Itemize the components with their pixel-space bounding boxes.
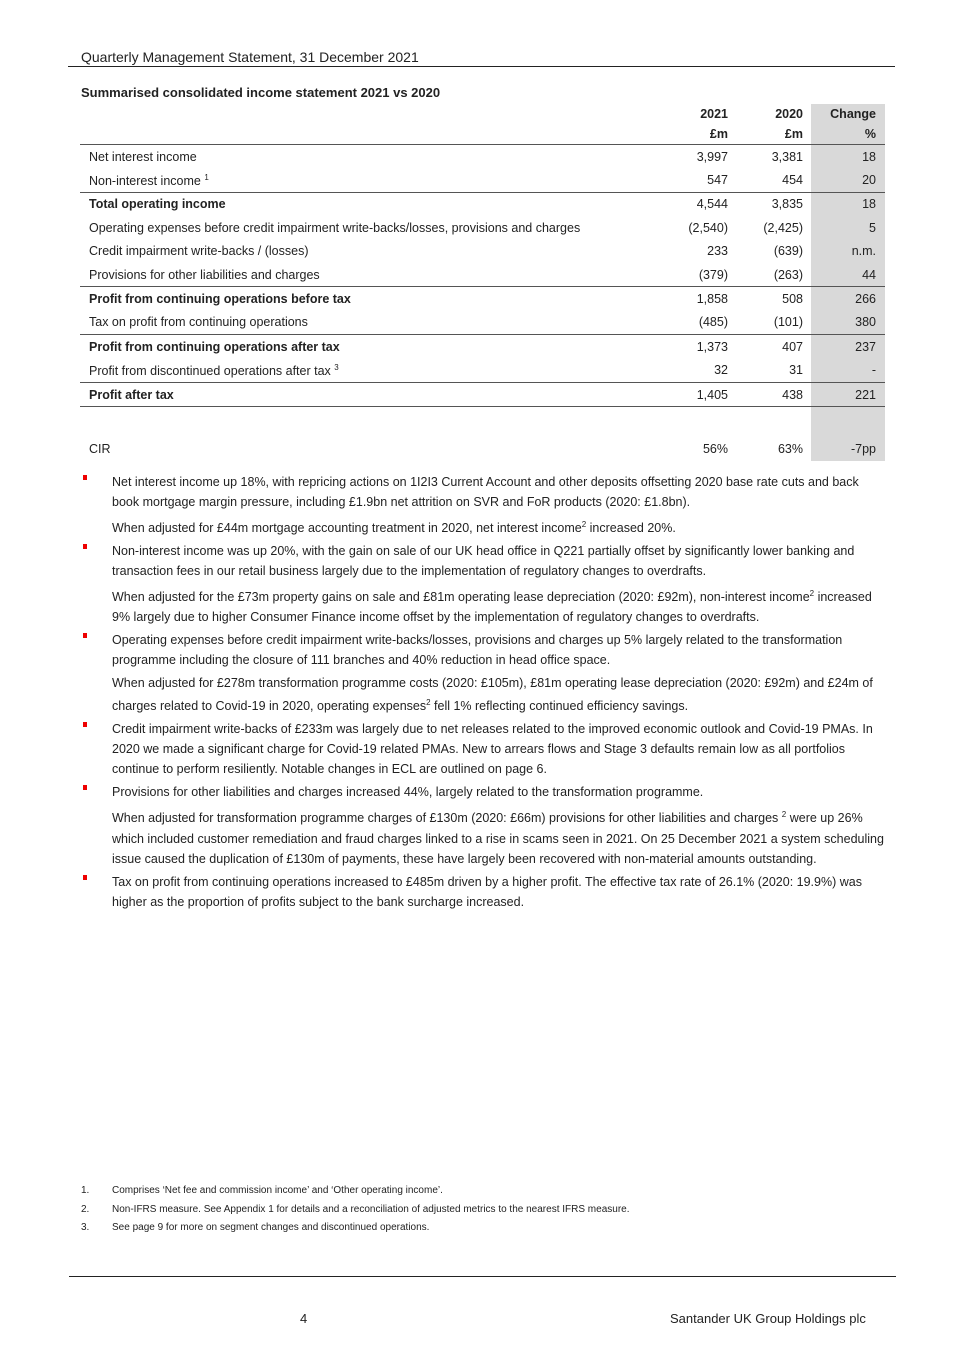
table-row	[80, 437, 885, 460]
value-2021: 1,858	[661, 287, 736, 311]
paragraph-text: Net interest income up 18%, with repricing actions on 1I2I3 Current Account and other deposits offsetting 2020 base rate cuts and back book mortgage margin pressure, including £1.9bn net attrition on SVR and FoR products (2020: £1.8bn).	[112, 475, 859, 509]
value-2021: 547	[707, 173, 728, 188]
change-percent: 266	[811, 287, 885, 311]
table-row	[80, 168, 885, 192]
paragraph-text: increased 9% largely due to higher Consumer Finance income offset by the implementation of regulatory changes to overdrafts.	[112, 590, 872, 625]
column-header: Change	[811, 104, 885, 124]
footnote-number: 2.	[81, 1203, 90, 1215]
footnote	[81, 1182, 630, 1201]
column-header: %	[811, 124, 885, 145]
row-label	[80, 311, 661, 335]
row-label-text: Credit impairment write-backs / (losses)	[89, 244, 309, 259]
footnote	[81, 1219, 630, 1238]
row-label	[80, 437, 661, 460]
row-label-text: Tax on profit from continuing operations	[89, 315, 308, 330]
value-2020: 3,381	[736, 145, 811, 169]
value-2020: 438	[736, 382, 811, 406]
paragraph-text: increased 20%.	[586, 521, 676, 536]
column-header: 2020	[775, 107, 803, 121]
bullet-paragraph	[112, 719, 887, 779]
column-header: £m	[709, 127, 728, 141]
paragraph-text: When adjusted for £278m transformation programme costs (2020: £105m), £81m operating lease depreciation (2020: £92m) and £24m of charges related to Covid-19 in 2020, operating expenses	[112, 676, 873, 714]
footnote-text: Comprises ‘Net fee and commission income’ and ‘Other operating income’.	[112, 1185, 443, 1196]
column-header: 2021	[700, 107, 728, 121]
change-percent: 221	[811, 382, 885, 406]
paragraph-text: Operating expenses before credit impairment write-backs/losses, provisions and charges up 5% largely related to the transformation programme including the closure of 111 branches and 40% reduction in head office space.	[112, 633, 843, 668]
row-label-text: Net interest income	[89, 149, 197, 164]
bullet-paragraph	[112, 630, 887, 670]
spacer	[80, 407, 661, 438]
value-2021: 4,544	[661, 192, 736, 216]
paragraph-text: Non-interest income was up 20%, with the gain on sale of our UK head office in Q221 partially offset by significantly lower banking and transaction fees in our retail business largely due to the implementation of regulatory changes to overdrafts.	[112, 544, 855, 579]
paragraph-text: Credit impairment write-backs of £233m was largely due to net releases related to the improved economic outlook and Covid-19 PMAs. In 2020 we made a significant charge for Covid-19 related PMAs. New to arrears flows and Stage 3 defaults remain low as all portfolios continue to perform resiliently. Notable changes in ECL are outlined on page 6.	[112, 722, 873, 777]
value-2021: 56%	[702, 441, 728, 456]
value-2020: (101)	[773, 315, 803, 330]
value-2020: (639)	[773, 244, 803, 259]
change-percent: 237	[811, 335, 885, 359]
row-label	[80, 382, 661, 406]
bullet-paragraph	[112, 872, 887, 912]
table-row	[80, 192, 885, 216]
change-percent: -7pp	[811, 437, 885, 460]
footnote	[81, 1201, 630, 1220]
paragraph-text: When adjusted for transformation programme charges of £130m (2020: £66m) provisions for other liabilities and charges	[112, 811, 782, 826]
spacer	[736, 407, 811, 438]
bullet-paragraph	[112, 782, 887, 802]
table-row	[80, 240, 885, 263]
document-header: Quarterly Management Statement, 31 December 2021	[81, 49, 419, 65]
value-2021: 1,373	[661, 335, 736, 359]
value-2021: (379)	[698, 267, 728, 282]
table-row	[80, 263, 885, 287]
header-blank	[80, 104, 661, 124]
footnote-ref: 2	[426, 698, 431, 708]
footnote-number: 3.	[81, 1222, 90, 1233]
row-label	[80, 359, 661, 383]
value-2020: 3,835	[736, 192, 811, 216]
table-row	[80, 311, 885, 335]
paragraph-text: Provisions for other liabilities and charges increased 44%, largely related to the transformation programme.	[112, 785, 704, 800]
value-2020: (263)	[773, 267, 803, 282]
change-percent: 20	[811, 168, 885, 192]
spacer	[811, 407, 885, 438]
paragraph-text: were up 26% which included customer remediation and fraud charges linked to a rise in scams seen in 2021. On 25 December 2021 a system scheduling issue caused the duplication of £130m of payments, these have largely been recovered with non-material amounts outstanding.	[112, 811, 884, 866]
row-label-text: Non-interest income	[89, 173, 201, 188]
row-label-text: CIR	[89, 441, 111, 456]
bullet-paragraph	[112, 584, 887, 627]
row-label	[80, 240, 661, 263]
value-2021: (485)	[698, 315, 728, 330]
bullet-paragraph	[112, 472, 887, 512]
value-2020: 31	[789, 363, 803, 378]
row-label	[80, 263, 661, 287]
change-percent: 18	[811, 192, 885, 216]
table-row	[80, 287, 885, 311]
row-label-text: Total operating income	[89, 197, 226, 212]
footnote-text: See page 9 for more on segment changes and discontinued operations.	[112, 1222, 430, 1233]
change-percent: 44	[811, 263, 885, 287]
paragraph-text: Tax on profit from continuing operations increased to £485m driven by a higher profit. The effective tax rate of 26.1% (2020: 19.9%) was higher as the proportion of profits subject to the bank surcharge increased.	[112, 874, 862, 909]
change-percent: n.m.	[811, 240, 885, 263]
value-2020: 407	[736, 335, 811, 359]
value-2021: 1,405	[661, 382, 736, 406]
footnote-ref: 2	[581, 520, 587, 529]
change-percent: -	[811, 359, 885, 383]
row-label	[80, 168, 661, 192]
header-blank	[80, 124, 661, 145]
bullet-paragraph	[112, 515, 887, 538]
value-2021: 32	[714, 363, 728, 378]
change-percent: 380	[811, 311, 885, 335]
value-2020: 63%	[777, 441, 803, 456]
footnote-text: Non-IFRS measure. See Appendix 1 for details and a reconciliation of adjusted metrics to the nearest IFRS measure.	[112, 1203, 630, 1215]
row-label	[80, 287, 661, 311]
bullet-paragraph	[112, 805, 887, 868]
table-title: Summarised consolidated income statement 2021 vs 2020	[81, 85, 441, 100]
value-2021: (2,540)	[688, 220, 728, 235]
income-statement-table	[80, 104, 885, 461]
change-percent: 5	[811, 216, 885, 239]
row-label-text: Profit after tax	[89, 387, 174, 402]
row-label-text: Profit from continuing operations before tax	[89, 292, 351, 307]
footnote-ref: 2	[809, 589, 815, 599]
table-header-row	[80, 124, 885, 145]
column-header: £m	[784, 127, 803, 141]
spacer	[661, 407, 736, 438]
value-2021: 3,997	[661, 145, 736, 169]
table-row	[80, 335, 885, 359]
value-2020: 508	[736, 287, 811, 311]
spacer-row	[80, 407, 885, 438]
bullet-paragraph	[112, 541, 887, 581]
paragraph-text: When adjusted for £44m mortgage accounting treatment in 2020, net interest income	[112, 521, 582, 536]
row-label	[80, 192, 661, 216]
change-percent: 18	[811, 145, 885, 169]
header-divider	[68, 66, 895, 67]
row-label-text: Profit from discontinued operations after tax	[89, 363, 331, 378]
commentary-bullets	[112, 472, 887, 915]
table-row	[80, 216, 885, 239]
row-label-text: Profit from continuing operations after tax	[89, 339, 340, 354]
footnotes	[81, 1182, 630, 1238]
value-2020: 454	[782, 173, 803, 188]
footnote-ref: 2	[781, 810, 787, 820]
paragraph-text: When adjusted for the £73m property gains on sale and £81m operating lease depreciation (2020: £92m), non-interest income	[112, 590, 810, 605]
row-label-text: Provisions for other liabilities and charges	[89, 267, 320, 282]
page-number: 4	[300, 1311, 308, 1326]
row-label	[80, 335, 661, 359]
footnote-number: 1.	[81, 1185, 90, 1196]
footnote-ref: 1	[204, 172, 209, 182]
row-label	[80, 145, 661, 169]
row-label	[80, 216, 661, 239]
company-name: Santander UK Group Holdings plc	[670, 1311, 866, 1326]
table-row	[80, 359, 885, 383]
table-row	[80, 145, 885, 169]
value-2020: (2,425)	[763, 220, 803, 235]
footnote-ref: 3	[334, 362, 339, 372]
row-label-text: Operating expenses before credit impairment write-backs/losses, provisions and charges	[89, 220, 581, 235]
value-2021: 233	[707, 244, 728, 259]
table-header-row	[80, 104, 885, 124]
table-row	[80, 382, 885, 406]
footer-divider	[69, 1276, 896, 1277]
paragraph-text: fell 1% reflecting continued efficiency savings.	[430, 699, 689, 714]
bullet-paragraph	[112, 673, 887, 716]
